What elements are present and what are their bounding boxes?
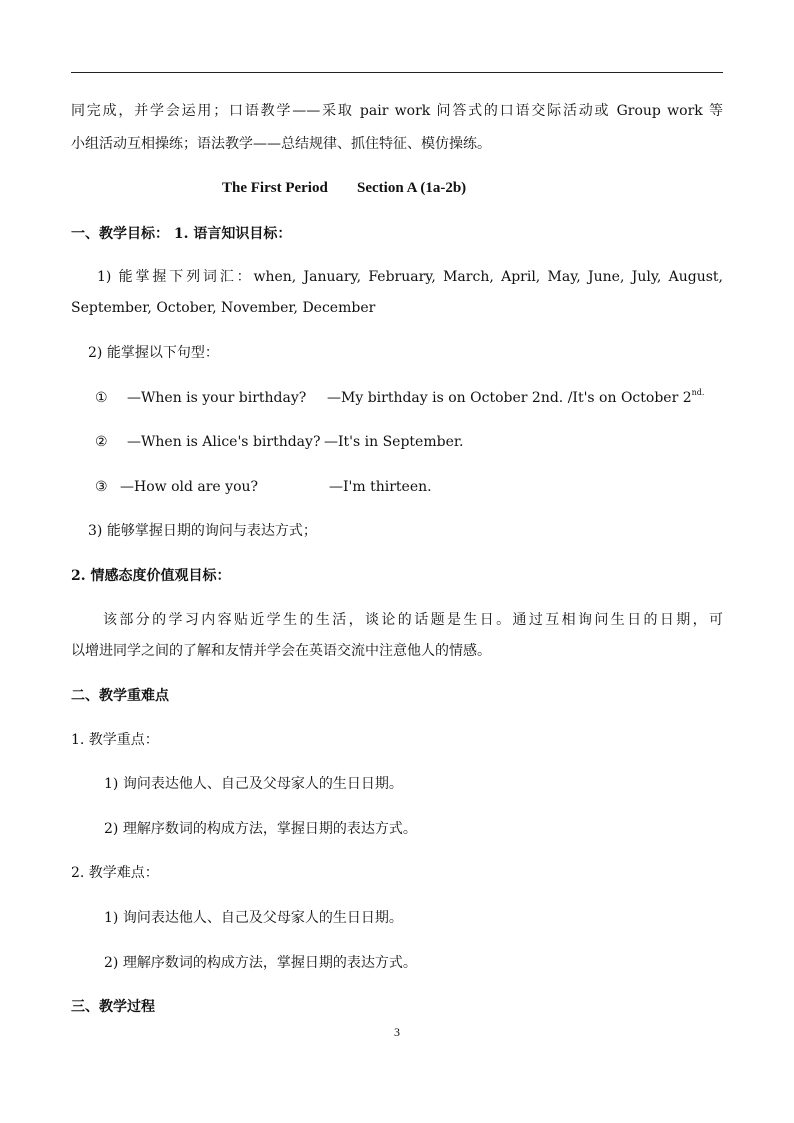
affective-line-1: 该部分的学习内容贴近学生的生活，谈论的话题是生日。通过互相询问生日的日期，可: [103, 612, 723, 628]
key-point-1: 1) 询问表达他人、自己及父母家人的生日日期。: [104, 776, 403, 792]
pattern-3-answer: —I'm thirteen.: [329, 479, 432, 495]
pattern-marker: ①: [95, 390, 108, 406]
difficult-points-heading: 2. 教学难点：: [71, 865, 159, 881]
period-title-left: The First Period: [222, 180, 328, 196]
key-point-2: 2) 理解序数词的构成方法，掌握日期的表达方式。: [104, 821, 417, 837]
pattern-2-answer: —It's in September.: [324, 434, 464, 450]
intro-line-1: 同完成，并学会运用；口语教学——采取 pair work 问答式的口语交际活动或 Group work 等: [71, 103, 723, 119]
difficult-point-1: 1) 询问表达他人、自己及父母家人的生日日期。: [104, 910, 403, 926]
difficult-point-2: 2) 理解序数词的构成方法，掌握日期的表达方式。: [104, 955, 417, 971]
section1-heading: 一、教学目标： 1. 语言知识目标：: [71, 226, 292, 242]
pattern-1-answer: [327, 388, 704, 408]
pattern-3-question: —How old are you?: [120, 479, 259, 495]
ordinal-superscript: nd.: [691, 388, 705, 397]
intro-line-2: 小组活动互相操练；语法教学——总结规律、抓住特征、模仿操练。: [71, 136, 491, 152]
pattern-3: [95, 477, 108, 497]
section2-heading: 二、教学重难点: [71, 688, 169, 704]
pattern-1-question: —When is your birthday?: [127, 390, 307, 406]
header-rule: [71, 72, 723, 73]
page-number: 3: [394, 1025, 400, 1039]
key-points-heading: 1. 教学重点：: [71, 732, 159, 748]
pattern-2-question: —When is Alice's birthday?: [127, 434, 321, 450]
period-title: [222, 178, 328, 198]
vocab-line-1: 1) 能掌握下列词汇：when, January, February, March, April, May, June, July, August,: [97, 269, 723, 285]
pattern-2: [95, 432, 108, 452]
affective-heading: 2. 情感态度价值观目标：: [71, 568, 231, 584]
sentence-heading: 2) 能掌握以下句型：: [88, 345, 219, 361]
item-3: 3) 能够掌握日期的询问与表达方式；: [88, 523, 317, 539]
pattern-marker: ②: [95, 434, 108, 450]
pattern-1: [95, 388, 108, 408]
pattern-marker: ③: [95, 479, 108, 495]
section3-heading: 三、教学过程: [71, 999, 155, 1015]
period-title-section: Section A (1a-2b): [357, 180, 467, 196]
pattern-1-answer-text: —My birthday is on October 2nd. /It's on October 2: [327, 390, 692, 406]
vocab-line-2: September, October, November, December: [71, 300, 376, 316]
affective-line-2: 以增进同学之间的了解和友情并学会在英语交流中注意他人的情感。: [71, 643, 491, 659]
